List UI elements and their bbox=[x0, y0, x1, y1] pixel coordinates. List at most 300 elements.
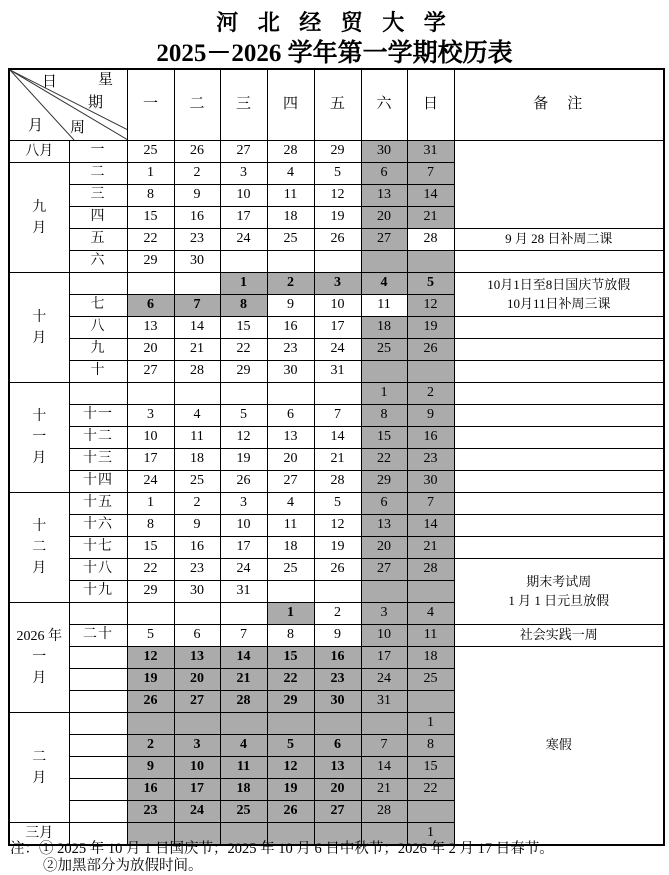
day-cell: 13 bbox=[127, 317, 174, 339]
day-cell: 22 bbox=[267, 669, 314, 691]
day-cell: 24 bbox=[220, 559, 267, 581]
week-number: 十一 bbox=[69, 405, 127, 427]
calendar-row bbox=[9, 427, 664, 449]
day-cell: 26 bbox=[267, 801, 314, 823]
day-cell bbox=[314, 383, 361, 405]
day-cell: 8 bbox=[361, 405, 407, 427]
week-number: 二 bbox=[69, 163, 127, 185]
corner-label-week-1: 星 bbox=[98, 72, 114, 88]
remark-cell bbox=[454, 229, 664, 251]
calendar-row bbox=[9, 537, 664, 559]
day-cell: 6 bbox=[127, 295, 174, 317]
day-cell bbox=[127, 383, 174, 405]
remark-line: 10月11日补周三课 bbox=[506, 295, 611, 311]
day-cell: 5 bbox=[314, 493, 361, 515]
week-number: 十三 bbox=[69, 449, 127, 471]
calendar-row bbox=[9, 273, 664, 295]
day-cell: 13 bbox=[174, 647, 220, 669]
day-cell: 4 bbox=[361, 273, 407, 295]
day-cell: 27 bbox=[361, 559, 407, 581]
day-cell: 26 bbox=[314, 229, 361, 251]
day-cell: 26 bbox=[314, 559, 361, 581]
weekday-header-sat: 六 bbox=[361, 69, 407, 141]
day-cell: 25 bbox=[361, 339, 407, 361]
day-cell: 30 bbox=[174, 251, 220, 273]
remark-cell bbox=[454, 559, 664, 625]
day-cell: 25 bbox=[267, 559, 314, 581]
day-cell: 1 bbox=[407, 823, 454, 846]
day-cell: 20 bbox=[127, 339, 174, 361]
remark-line: 期末考试周 bbox=[526, 573, 592, 589]
day-cell bbox=[361, 361, 407, 383]
day-cell bbox=[361, 713, 407, 735]
day-cell: 22 bbox=[127, 229, 174, 251]
day-cell bbox=[314, 713, 361, 735]
day-cell: 18 bbox=[407, 647, 454, 669]
day-cell: 15 bbox=[361, 427, 407, 449]
day-cell bbox=[127, 713, 174, 735]
calendar-row bbox=[9, 559, 664, 581]
day-cell: 6 bbox=[174, 625, 220, 647]
day-cell: 22 bbox=[220, 339, 267, 361]
day-cell: 8 bbox=[127, 515, 174, 537]
day-cell: 28 bbox=[174, 361, 220, 383]
day-cell: 24 bbox=[127, 471, 174, 493]
remark-cell bbox=[454, 405, 664, 427]
month-label bbox=[9, 273, 69, 383]
day-cell: 23 bbox=[407, 449, 454, 471]
day-cell: 17 bbox=[220, 207, 267, 229]
day-cell bbox=[220, 251, 267, 273]
calendar-row bbox=[9, 625, 664, 647]
week-number: 十 bbox=[69, 361, 127, 383]
week-number: 一 bbox=[69, 141, 127, 163]
calendar-subtitle: 2025－2026 学年第一学期校历表 bbox=[156, 40, 513, 67]
day-cell: 7 bbox=[407, 493, 454, 515]
day-cell: 15 bbox=[407, 757, 454, 779]
day-cell: 17 bbox=[174, 779, 220, 801]
day-cell: 18 bbox=[174, 449, 220, 471]
day-cell: 7 bbox=[361, 735, 407, 757]
day-cell: 12 bbox=[314, 515, 361, 537]
day-cell: 8 bbox=[127, 185, 174, 207]
day-cell: 4 bbox=[220, 735, 267, 757]
day-cell: 17 bbox=[220, 537, 267, 559]
day-cell: 11 bbox=[220, 757, 267, 779]
header-row bbox=[9, 69, 664, 141]
month-label bbox=[9, 383, 69, 493]
day-cell: 7 bbox=[314, 405, 361, 427]
diagonal-corner-box bbox=[10, 70, 127, 140]
day-cell: 27 bbox=[127, 361, 174, 383]
day-cell: 14 bbox=[407, 185, 454, 207]
day-cell: 6 bbox=[267, 405, 314, 427]
day-cell: 27 bbox=[174, 691, 220, 713]
day-cell: 15 bbox=[127, 207, 174, 229]
day-cell: 17 bbox=[314, 317, 361, 339]
day-cell: 9 bbox=[174, 185, 220, 207]
remark-cell bbox=[454, 141, 664, 229]
day-cell bbox=[267, 581, 314, 603]
calendar-row bbox=[9, 141, 664, 163]
day-cell: 4 bbox=[407, 603, 454, 625]
day-cell: 26 bbox=[220, 471, 267, 493]
corner-label-month: 月 bbox=[28, 118, 44, 134]
week-number bbox=[69, 273, 127, 295]
month-label-line: 十 bbox=[32, 519, 47, 534]
week-number: 十四 bbox=[69, 471, 127, 493]
day-cell: 16 bbox=[174, 207, 220, 229]
remark-cell bbox=[454, 515, 664, 537]
day-cell bbox=[174, 603, 220, 625]
day-cell: 1 bbox=[361, 383, 407, 405]
day-cell bbox=[220, 603, 267, 625]
day-cell: 9 bbox=[314, 625, 361, 647]
day-cell bbox=[407, 691, 454, 713]
day-cell: 8 bbox=[407, 735, 454, 757]
remark-cell bbox=[454, 317, 664, 339]
calendar-row bbox=[9, 471, 664, 493]
day-cell: 14 bbox=[314, 427, 361, 449]
day-cell: 16 bbox=[407, 427, 454, 449]
day-cell: 19 bbox=[314, 207, 361, 229]
week-number: 十二 bbox=[69, 427, 127, 449]
remark-cell bbox=[454, 251, 664, 273]
day-cell: 1 bbox=[407, 713, 454, 735]
day-cell bbox=[220, 383, 267, 405]
calendar-row bbox=[9, 449, 664, 471]
remark-cell bbox=[454, 471, 664, 493]
footnote-holidays: 注：① 2025 年 10 月 1 日国庆节；2025 年 10 月 6 日中秋节；2026 年 2 月 17 日春节。 bbox=[10, 841, 554, 857]
day-cell: 15 bbox=[220, 317, 267, 339]
day-cell bbox=[407, 581, 454, 603]
week-number: 二十 bbox=[69, 625, 127, 647]
day-cell: 3 bbox=[220, 493, 267, 515]
day-cell: 21 bbox=[361, 779, 407, 801]
day-cell: 27 bbox=[267, 471, 314, 493]
calendar-row bbox=[9, 383, 664, 405]
day-cell: 3 bbox=[314, 273, 361, 295]
remark-cell bbox=[454, 493, 664, 515]
month-label-line: 月 bbox=[32, 671, 47, 686]
calendar-body bbox=[9, 141, 664, 846]
day-cell: 22 bbox=[127, 559, 174, 581]
day-cell: 12 bbox=[407, 295, 454, 317]
day-cell: 11 bbox=[174, 427, 220, 449]
day-cell bbox=[174, 713, 220, 735]
day-cell: 31 bbox=[314, 361, 361, 383]
day-cell: 3 bbox=[220, 163, 267, 185]
day-cell: 29 bbox=[220, 361, 267, 383]
day-cell: 23 bbox=[314, 669, 361, 691]
day-cell: 13 bbox=[361, 515, 407, 537]
week-number bbox=[69, 801, 127, 823]
day-cell: 1 bbox=[127, 163, 174, 185]
day-cell: 10 bbox=[220, 515, 267, 537]
week-number: 五 bbox=[69, 229, 127, 251]
day-cell: 27 bbox=[361, 229, 407, 251]
day-cell: 16 bbox=[314, 647, 361, 669]
calendar-row bbox=[9, 493, 664, 515]
day-cell: 12 bbox=[267, 757, 314, 779]
day-cell: 18 bbox=[361, 317, 407, 339]
month-label-line: 二 bbox=[32, 540, 47, 555]
month-label bbox=[9, 163, 69, 273]
day-cell: 26 bbox=[174, 141, 220, 163]
calendar-row bbox=[9, 361, 664, 383]
week-number: 六 bbox=[69, 251, 127, 273]
day-cell bbox=[314, 251, 361, 273]
calendar-row bbox=[9, 405, 664, 427]
calendar-row bbox=[9, 317, 664, 339]
calendar-row bbox=[9, 229, 664, 251]
day-cell: 11 bbox=[361, 295, 407, 317]
day-cell: 28 bbox=[361, 801, 407, 823]
day-cell: 24 bbox=[314, 339, 361, 361]
day-cell: 29 bbox=[314, 141, 361, 163]
day-cell: 28 bbox=[407, 559, 454, 581]
day-cell: 2 bbox=[174, 163, 220, 185]
week-number bbox=[69, 691, 127, 713]
day-cell: 4 bbox=[174, 405, 220, 427]
day-cell: 8 bbox=[220, 295, 267, 317]
remark-cell bbox=[454, 383, 664, 405]
day-cell bbox=[127, 273, 174, 295]
day-cell: 29 bbox=[127, 581, 174, 603]
month-label-line: 月 bbox=[32, 561, 47, 576]
day-cell: 12 bbox=[127, 647, 174, 669]
day-cell: 26 bbox=[407, 339, 454, 361]
week-number: 三 bbox=[69, 185, 127, 207]
day-cell: 25 bbox=[174, 471, 220, 493]
day-cell: 30 bbox=[314, 691, 361, 713]
week-number bbox=[69, 383, 127, 405]
week-number: 七 bbox=[69, 295, 127, 317]
month-label-line: 月 bbox=[32, 220, 47, 236]
day-cell: 8 bbox=[267, 625, 314, 647]
day-cell: 16 bbox=[127, 779, 174, 801]
day-cell: 30 bbox=[267, 361, 314, 383]
day-cell: 5 bbox=[267, 735, 314, 757]
day-cell: 10 bbox=[127, 427, 174, 449]
day-cell: 31 bbox=[220, 581, 267, 603]
week-number bbox=[69, 735, 127, 757]
month-label-line: 一 bbox=[32, 430, 47, 445]
day-cell: 13 bbox=[361, 185, 407, 207]
footnotes bbox=[10, 841, 554, 875]
day-cell: 10 bbox=[220, 185, 267, 207]
week-number bbox=[69, 757, 127, 779]
month-label-line: 三月 bbox=[25, 826, 54, 841]
week-number: 十八 bbox=[69, 559, 127, 581]
day-cell: 15 bbox=[267, 647, 314, 669]
day-cell: 21 bbox=[220, 669, 267, 691]
day-cell: 10 bbox=[314, 295, 361, 317]
weekday-header-mon: 一 bbox=[127, 69, 174, 141]
day-cell bbox=[361, 251, 407, 273]
day-cell bbox=[267, 383, 314, 405]
day-cell: 14 bbox=[174, 317, 220, 339]
weekday-header-sun: 日 bbox=[407, 69, 454, 141]
day-cell: 2 bbox=[314, 603, 361, 625]
day-cell: 2 bbox=[127, 735, 174, 757]
month-label-line: 十 bbox=[32, 309, 47, 325]
day-cell: 21 bbox=[407, 537, 454, 559]
month-label-line: 月 bbox=[32, 330, 47, 346]
day-cell: 13 bbox=[267, 427, 314, 449]
weekday-header-wed: 三 bbox=[220, 69, 267, 141]
corner-label-weekno: 周 bbox=[70, 120, 86, 136]
day-cell: 19 bbox=[127, 669, 174, 691]
day-cell: 23 bbox=[174, 229, 220, 251]
day-cell: 4 bbox=[267, 493, 314, 515]
week-number bbox=[69, 669, 127, 691]
month-label-line: 九 bbox=[32, 199, 47, 215]
weekday-header-fri: 五 bbox=[314, 69, 361, 141]
day-cell: 16 bbox=[174, 537, 220, 559]
day-cell: 25 bbox=[267, 229, 314, 251]
day-cell: 10 bbox=[361, 625, 407, 647]
day-cell: 28 bbox=[407, 229, 454, 251]
day-cell: 9 bbox=[127, 757, 174, 779]
remark-cell bbox=[454, 625, 664, 647]
remark-cell bbox=[454, 273, 664, 317]
weekday-header-tue: 二 bbox=[174, 69, 220, 141]
day-cell: 21 bbox=[407, 207, 454, 229]
day-cell: 10 bbox=[174, 757, 220, 779]
calendar-row bbox=[9, 251, 664, 273]
day-cell: 12 bbox=[220, 427, 267, 449]
day-cell: 25 bbox=[407, 669, 454, 691]
day-cell bbox=[407, 361, 454, 383]
week-number bbox=[69, 713, 127, 735]
remark-cell bbox=[454, 361, 664, 383]
day-cell: 5 bbox=[314, 163, 361, 185]
day-cell: 25 bbox=[220, 801, 267, 823]
day-cell: 20 bbox=[267, 449, 314, 471]
day-cell: 14 bbox=[361, 757, 407, 779]
remark-cell bbox=[454, 537, 664, 559]
remark-cell bbox=[454, 339, 664, 361]
day-cell: 7 bbox=[174, 295, 220, 317]
day-cell: 22 bbox=[407, 779, 454, 801]
week-number: 九 bbox=[69, 339, 127, 361]
day-cell: 19 bbox=[314, 537, 361, 559]
month-label bbox=[9, 713, 69, 823]
day-cell: 9 bbox=[174, 515, 220, 537]
week-number bbox=[69, 647, 127, 669]
month-label-line: 月 bbox=[32, 770, 47, 786]
day-cell: 9 bbox=[407, 405, 454, 427]
remark-header: 备 注 bbox=[454, 69, 664, 141]
day-cell: 30 bbox=[174, 581, 220, 603]
day-cell: 27 bbox=[220, 141, 267, 163]
month-label bbox=[9, 493, 69, 603]
day-cell: 1 bbox=[267, 603, 314, 625]
day-cell: 1 bbox=[127, 493, 174, 515]
remark-line: 9 月 28 日补周二课 bbox=[505, 231, 613, 247]
day-cell: 18 bbox=[267, 537, 314, 559]
day-cell bbox=[314, 581, 361, 603]
day-cell: 26 bbox=[127, 691, 174, 713]
remark-line: 社会实践一周 bbox=[519, 627, 598, 643]
day-cell: 7 bbox=[407, 163, 454, 185]
day-cell: 11 bbox=[407, 625, 454, 647]
day-cell: 20 bbox=[174, 669, 220, 691]
month-label-line: 八月 bbox=[25, 144, 54, 159]
day-cell: 28 bbox=[314, 471, 361, 493]
corner-label-date: 日 bbox=[42, 74, 58, 90]
university-title: 河 北 经 贸 大 学 bbox=[216, 10, 453, 35]
day-cell: 17 bbox=[361, 647, 407, 669]
day-cell: 13 bbox=[314, 757, 361, 779]
day-cell: 14 bbox=[407, 515, 454, 537]
week-number bbox=[69, 603, 127, 625]
day-cell: 24 bbox=[361, 669, 407, 691]
day-cell: 19 bbox=[267, 779, 314, 801]
calendar-row bbox=[9, 515, 664, 537]
day-cell: 31 bbox=[361, 691, 407, 713]
day-cell: 14 bbox=[220, 647, 267, 669]
day-cell bbox=[174, 383, 220, 405]
day-cell: 11 bbox=[267, 515, 314, 537]
day-cell: 18 bbox=[267, 207, 314, 229]
remark-cell bbox=[454, 647, 664, 846]
day-cell: 3 bbox=[361, 603, 407, 625]
day-cell bbox=[407, 801, 454, 823]
day-cell: 1 bbox=[220, 273, 267, 295]
remark-cell bbox=[454, 449, 664, 471]
day-cell bbox=[407, 251, 454, 273]
week-number: 十七 bbox=[69, 537, 127, 559]
day-cell: 23 bbox=[267, 339, 314, 361]
month-label-line: 一 bbox=[32, 650, 47, 665]
day-cell bbox=[361, 581, 407, 603]
remark-line: 10月1日至8日国庆节放假 bbox=[487, 276, 631, 292]
day-cell: 20 bbox=[361, 207, 407, 229]
day-cell: 24 bbox=[220, 229, 267, 251]
day-cell: 29 bbox=[267, 691, 314, 713]
remark-line: 寒假 bbox=[545, 737, 572, 753]
day-cell: 11 bbox=[267, 185, 314, 207]
day-cell: 31 bbox=[407, 141, 454, 163]
month-label-line: 月 bbox=[32, 451, 47, 466]
day-cell: 20 bbox=[361, 537, 407, 559]
day-cell: 18 bbox=[220, 779, 267, 801]
day-cell: 23 bbox=[174, 559, 220, 581]
day-cell: 2 bbox=[174, 493, 220, 515]
day-cell: 30 bbox=[361, 141, 407, 163]
day-cell: 27 bbox=[314, 801, 361, 823]
day-cell: 24 bbox=[174, 801, 220, 823]
day-cell bbox=[267, 713, 314, 735]
remark-line: 1 月 1 日元旦放假 bbox=[508, 592, 610, 608]
day-cell: 30 bbox=[407, 471, 454, 493]
day-cell: 19 bbox=[407, 317, 454, 339]
week-number: 十六 bbox=[69, 515, 127, 537]
day-cell: 4 bbox=[267, 163, 314, 185]
day-cell: 28 bbox=[220, 691, 267, 713]
day-cell: 2 bbox=[267, 273, 314, 295]
corner-label-week-2: 期 bbox=[88, 95, 104, 111]
day-cell: 22 bbox=[361, 449, 407, 471]
day-cell: 21 bbox=[174, 339, 220, 361]
day-cell: 9 bbox=[267, 295, 314, 317]
day-cell: 16 bbox=[267, 317, 314, 339]
day-cell: 21 bbox=[314, 449, 361, 471]
day-cell: 7 bbox=[220, 625, 267, 647]
day-cell: 29 bbox=[127, 251, 174, 273]
